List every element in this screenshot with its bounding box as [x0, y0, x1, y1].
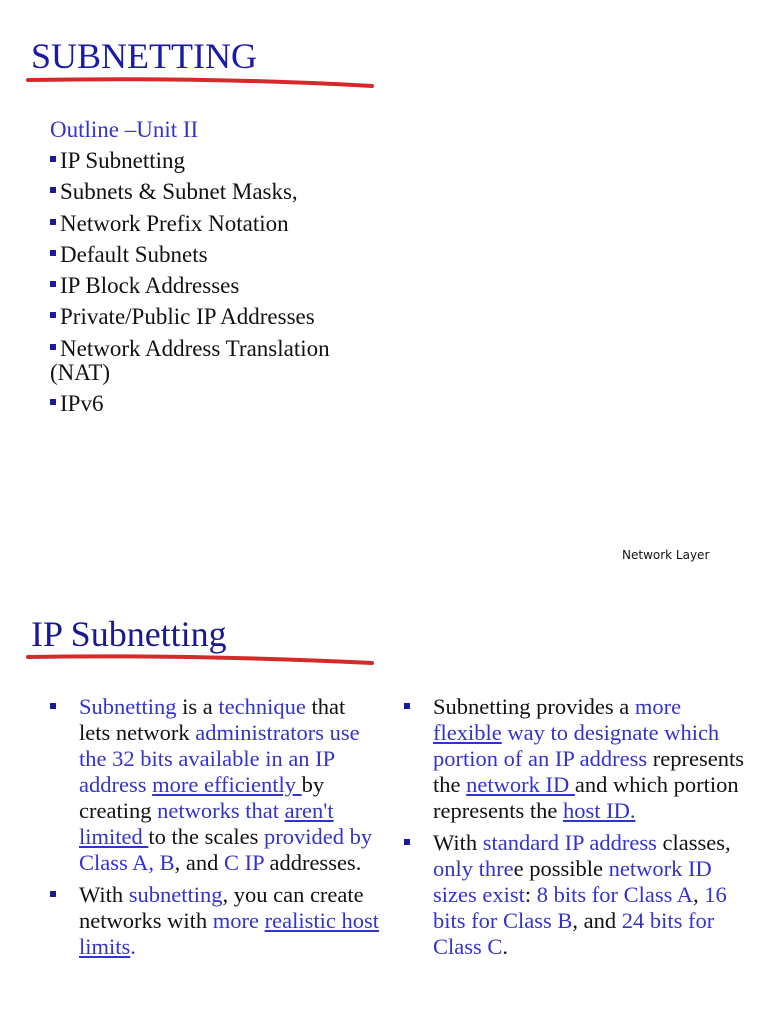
outline-list: [50, 149, 380, 424]
hyperlink[interactable]: more efficiently: [152, 771, 302, 797]
outline-item: Default Subnets: [50, 243, 380, 267]
title-underline: [26, 652, 376, 668]
square-bullet-icon: [50, 219, 56, 225]
slide-footer: Network Layer: [622, 548, 710, 562]
slide-title: IP Subnetting: [31, 614, 227, 654]
bullet-point: With subnetting, you can create networks with more realistic host limits.: [50, 882, 380, 960]
square-bullet-icon: [404, 839, 410, 845]
outline-item: Subnets & Subnet Masks,: [50, 180, 380, 204]
bullet-point: With standard IP address classes, only three possible network ID sizes exist: 8 bits for Class A, 16 bits for Class B, and 24 bits for Class C.: [404, 830, 744, 960]
left-column: [50, 694, 380, 966]
square-bullet-icon: [50, 250, 56, 256]
slide-ip-subnetting: [0, 596, 768, 1024]
outline-item: IP Subnetting: [50, 149, 380, 173]
hyperlink[interactable]: host ID.: [562, 797, 636, 823]
outline-item: Network Prefix Notation: [50, 212, 380, 236]
square-bullet-icon: [50, 312, 56, 318]
outline-item: IP Block Addresses: [50, 274, 380, 298]
hyperlink[interactable]: network ID: [466, 771, 575, 797]
square-bullet-icon: [50, 891, 56, 897]
hyperlink[interactable]: flexible: [433, 719, 502, 745]
square-bullet-icon: [50, 281, 56, 287]
square-bullet-icon: [50, 156, 56, 162]
slide-title: SUBNETTING: [31, 36, 257, 76]
bullet-point: Subnetting is a technique that lets network administrators use the 32 bits available in an IP address more efficiently by creating networks that aren't limited to the scales provided by Class A, B, and C IP addresses.: [50, 694, 380, 876]
outline-item: Network Address Translation (NAT): [50, 335, 330, 385]
right-column: [404, 694, 744, 966]
square-bullet-icon: [50, 187, 56, 193]
title-underline: [26, 74, 376, 90]
square-bullet-icon: [50, 703, 56, 709]
outline-heading: Outline –Unit II: [50, 117, 199, 142]
square-bullet-icon: [50, 399, 56, 405]
outline-item: IPv6: [50, 392, 380, 416]
square-bullet-icon: [50, 344, 56, 350]
bullet-point: Subnetting provides a more flexible way to designate which portion of an IP address represents the network ID and which portion represents the host ID.: [404, 694, 744, 824]
outline-item: Private/Public IP Addresses: [50, 305, 380, 329]
hyperlink[interactable]: realistic host limits: [79, 907, 379, 959]
hyperlink[interactable]: aren't limited: [79, 797, 334, 849]
square-bullet-icon: [404, 703, 410, 709]
